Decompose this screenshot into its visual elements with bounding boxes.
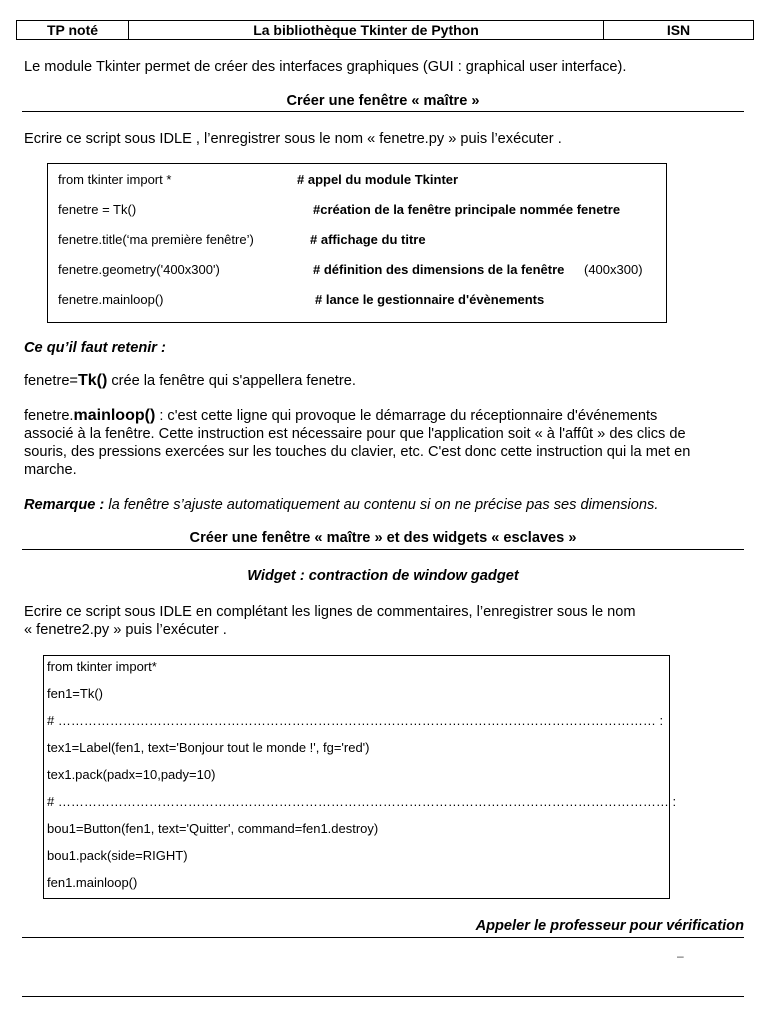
header-title: La bibliothèque Tkinter de Python: [129, 21, 604, 39]
code-line: from tkinter import *: [58, 172, 172, 187]
remarque-text: la fenêtre s’ajuste automatiquement au contenu si on ne précise pas ses dimensions.: [104, 497, 659, 513]
code-comment: # affichage du titre: [310, 232, 426, 247]
retenir-p2-l3: souris, des pressions exercées sur les touches du clavier, etc. C'est donc cette instruction qui la met en: [24, 444, 691, 460]
footer-dash: –: [677, 949, 684, 963]
appeler-professeur: Appeler le professeur pour vérification: [475, 918, 744, 934]
code-comment: #création de la fenêtre principale nommée fenetre: [313, 202, 621, 217]
code-line-blank: # …………………………………………………………………………………………………………………………… :: [47, 794, 677, 809]
code-line: from tkinter import*: [47, 659, 157, 674]
section2-title: Créer une fenêtre « maître » et des widgets « esclaves »: [189, 530, 577, 546]
code-line: fenetre.title(‘ma première fenêtre’): [58, 232, 254, 247]
code-line: fen1.mainloop(): [47, 875, 138, 890]
retenir-p2-l2: associé à la fenêtre. Cette instruction est nécessaire pour que l'application soit « à l'affût » des clics de: [24, 426, 686, 442]
code-line-blank: # ………………………………………………………………………………………………………………………… :: [47, 713, 664, 728]
header-right: ISN: [666, 22, 691, 38]
code-comment: # appel du module Tkinter: [297, 172, 459, 187]
section1-instruction: Ecrire ce script sous IDLE , l’enregistrer sous le nom « fenetre.py » puis l’exécuter .: [24, 131, 562, 147]
code-line: fenetre.geometry('400x300'): [58, 262, 220, 277]
remarque: [24, 496, 658, 514]
retenir-heading: Ce qu’il faut retenir :: [24, 340, 166, 356]
retenir-p1: [24, 372, 356, 390]
code-line: bou1.pack(side=RIGHT): [47, 848, 188, 863]
footer-rule-1: [22, 937, 744, 938]
footer-rule-2: [22, 996, 744, 997]
code-comment-extra: (400x300): [584, 262, 643, 277]
section2-instruction: [24, 603, 636, 639]
retenir-p1-post: crée la fenêtre qui s'appellera fenetre.: [107, 373, 356, 389]
section1-title: Créer une fenêtre « maître »: [286, 93, 480, 109]
code-line: tex1=Label(fen1, text='Bonjour tout le monde !', fg='red'): [47, 740, 370, 755]
header-table: [16, 20, 754, 40]
retenir-p2-l1: : c'est cette ligne qui provoque le démarrage du réceptionnaire d'événements: [155, 408, 658, 424]
code-line: fen1=Tk(): [47, 686, 103, 701]
code-line: tex1.pack(padx=10,pady=10): [47, 767, 216, 782]
retenir-p2-pre: fenetre.: [24, 408, 74, 424]
code-line: fenetre.mainloop(): [58, 292, 164, 307]
code-comment: # lance le gestionnaire d'évènements: [315, 292, 545, 307]
code-box-1: [47, 163, 667, 323]
code-comment: # définition des dimensions de la fenêtre: [313, 262, 565, 277]
retenir-p1-pre: fenetre=: [24, 373, 78, 389]
retenir-p2-bold: mainloop(): [73, 407, 156, 424]
section1-rule: [22, 111, 744, 112]
retenir-p2: [24, 407, 690, 479]
code-box-2: [43, 655, 677, 899]
widget-definition: Widget : contraction de window gadget: [247, 568, 519, 584]
header-left: TP noté: [17, 21, 129, 39]
retenir-p1-bold: Tk(): [77, 372, 108, 389]
code-line: bou1=Button(fen1, text='Quitter', command=fen1.destroy): [47, 821, 379, 836]
section2-rule: [22, 549, 744, 550]
remarque-label: Remarque :: [24, 497, 105, 513]
section2-instruction-l1: Ecrire ce script sous IDLE en complétant les lignes de commentaires, l’enregistrer sous le nom: [24, 604, 636, 620]
retenir-p2-l4: marche.: [24, 462, 77, 478]
code-line: fenetre = Tk(): [58, 202, 137, 217]
intro-text: Le module Tkinter permet de créer des interfaces graphiques (GUI : graphical user interface).: [24, 59, 627, 75]
section2-instruction-l2: « fenetre2.py » puis l’exécuter .: [24, 622, 227, 638]
